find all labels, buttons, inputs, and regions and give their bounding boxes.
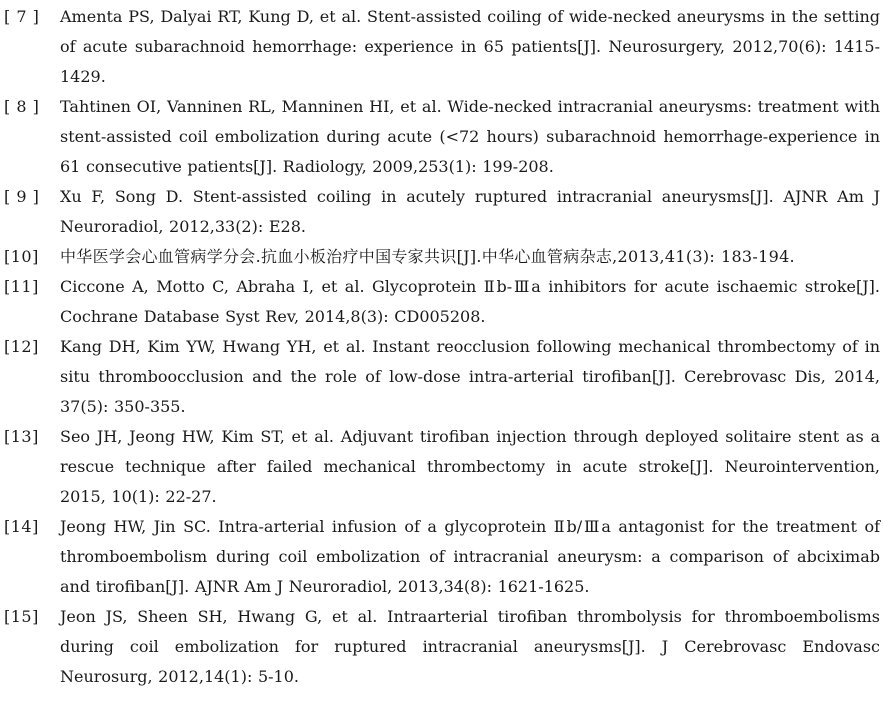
reference-number: [ 9 ] [4, 187, 40, 206]
reference-text: Ciccone A, Motto C, Abraha I, et al. Glycoprotein Ⅱb-Ⅲa inhibitors for acute ischaemic stroke[J]. Cochrane Database Syst Rev, 2014,8(3): CD005208. [60, 277, 880, 326]
reference-entry-9 [4, 182, 880, 242]
reference-number: [14] [4, 517, 39, 536]
reference-text: Seo JH, Jeong HW, Kim ST, et al. Adjuvant tirofiban injection through deployed solitaire stent as a rescue technique after failed mechanical thrombectomy in acute stroke[J]. Neurointervention, 2015, 10(1): 22-27. [60, 427, 880, 506]
reference-entry-15 [4, 602, 880, 692]
reference-entry-10 [4, 242, 880, 272]
reference-text: Jeon JS, Sheen SH, Hwang G, et al. Intraarterial tirofiban thrombolysis for thromboembolisms during coil embolization for ruptured intracranial aneurysms[J]. J Cerebrovasc Endovasc Neurosurg, 2012,14(1): 5-10. [60, 607, 880, 686]
reference-text: Xu F, Song D. Stent-assisted coiling in acutely ruptured intracranial aneurysms[J]. AJNR Am J Neuroradiol, 2012,33(2): E28. [60, 187, 880, 236]
reference-number: [ 7 ] [4, 7, 40, 26]
reference-text: Amenta PS, Dalyai RT, Kung D, et al. Stent-assisted coiling of wide-necked aneurysms in the setting of acute subarachnoid hemorrhage: experience in 65 patients[J]. Neurosurgery, 2012,70(6): 1415-1429. [60, 7, 880, 86]
reference-entry-11 [4, 272, 880, 332]
reference-entry-12 [4, 332, 880, 422]
reference-number: [11] [4, 277, 39, 296]
reference-text: Kang DH, Kim YW, Hwang YH, et al. Instant reocclusion following mechanical thrombectomy of in situ thromboocclusion and the role of low-dose intra-arterial tirofiban[J]. Cerebrovasc Dis, 2014, 37(5): 350-355. [60, 337, 880, 416]
reference-entry-14 [4, 512, 880, 602]
reference-list [4, 2, 880, 692]
reference-text: Tahtinen OI, Vanninen RL, Manninen HI, et al. Wide-necked intracranial aneurysms: treatment with stent-assisted coil embolization during acute (<72 hours) subarachnoid hemorrhage-experience in 61 consecutive patients[J]. Radiology, 2009,253(1): 199-208. [60, 97, 880, 176]
reference-number: [12] [4, 337, 39, 356]
reference-text: 中华医学会心血管病学分会.抗血小板治疗中国专家共识[J].中华心血管病杂志,2013,41(3): 183-194. [60, 247, 795, 266]
reference-number: [10] [4, 247, 39, 266]
reference-entry-8 [4, 92, 880, 182]
reference-text: Jeong HW, Jin SC. Intra-arterial infusion of a glycoprotein Ⅱb/Ⅲa antagonist for the treatment of thromboembolism during coil embolization of intracranial aneurysm: a comparison of abciximab and tirofiban[J]. AJNR Am J Neuroradiol, 2013,34(8): 1621-1625. [60, 517, 880, 596]
reference-number: [13] [4, 427, 39, 446]
reference-number: [15] [4, 607, 39, 626]
reference-number: [ 8 ] [4, 97, 40, 116]
reference-entry-13 [4, 422, 880, 512]
reference-entry-7 [4, 2, 880, 92]
